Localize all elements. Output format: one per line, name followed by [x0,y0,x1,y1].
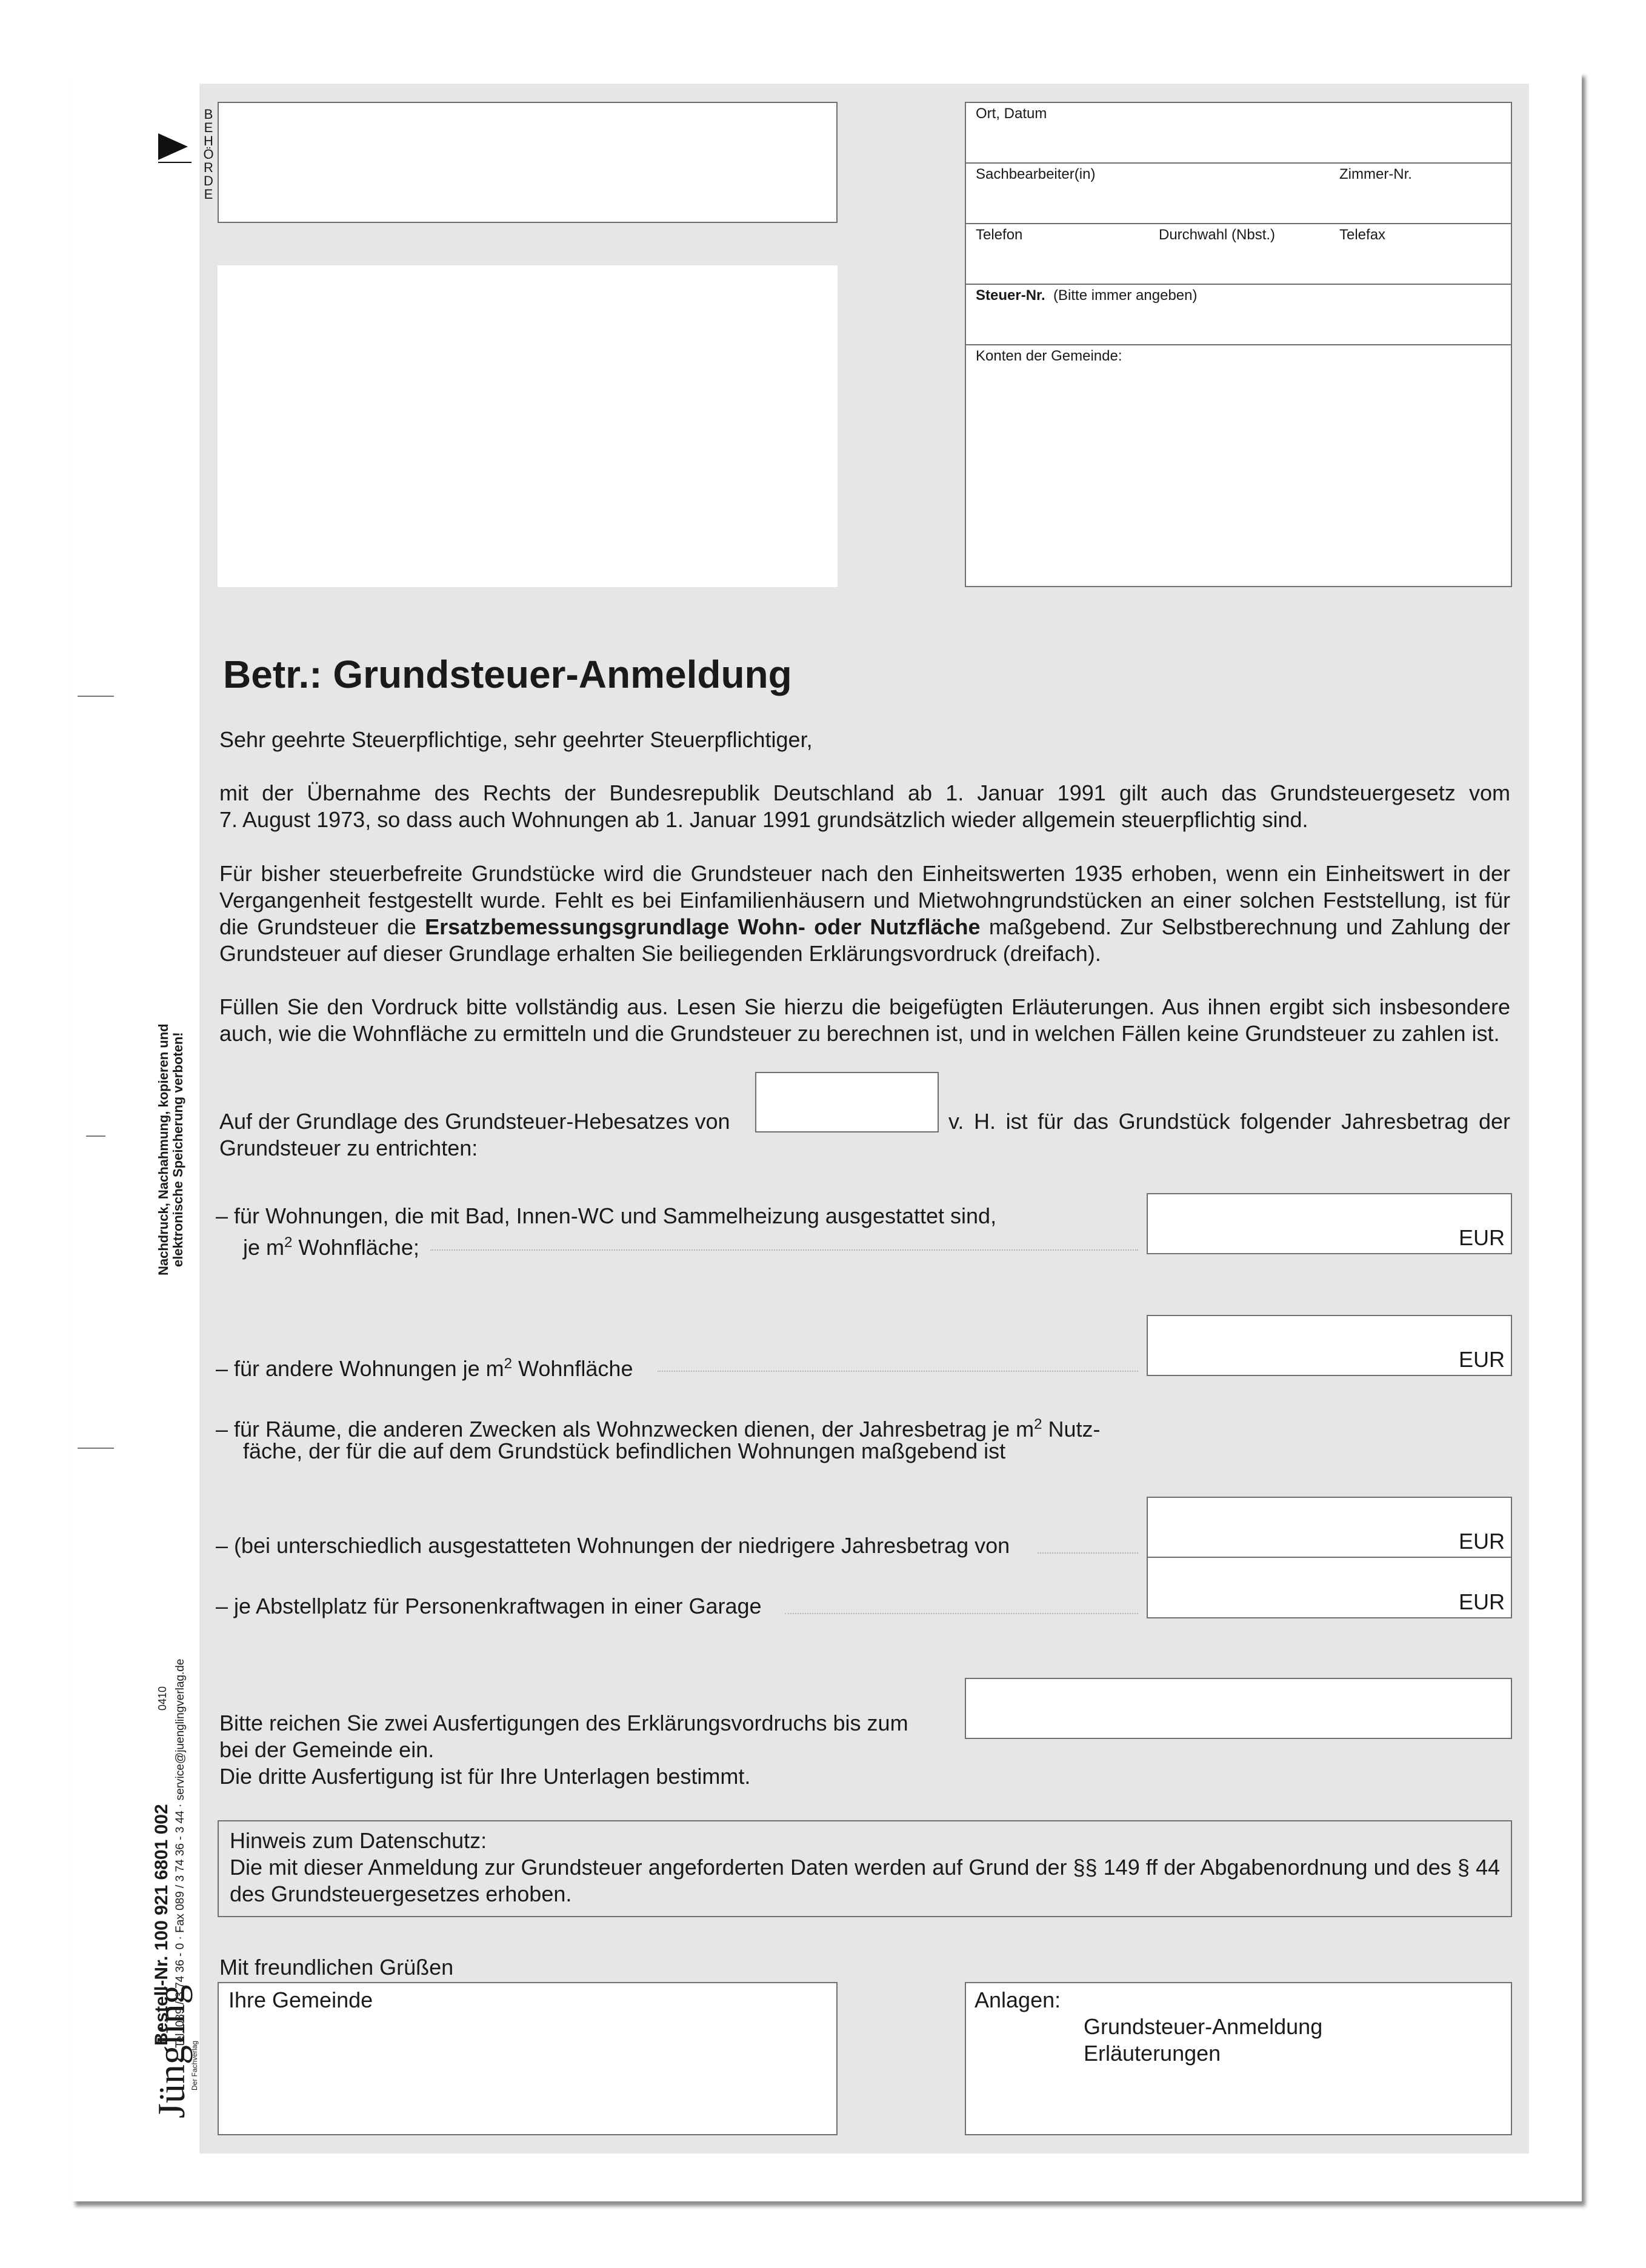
hebesatz-input[interactable] [755,1072,939,1132]
info-box [965,102,1512,587]
hebesatz-line2: Grundsteuer zu entrichten: [219,1136,478,1160]
window-pointer-icon [156,132,193,164]
fold-mark-top [78,696,114,697]
amount-field-andere[interactable] [1147,1315,1512,1376]
item-raeume-nutzflaeche: – für Räume, die anderen Zwecken als Wohnzwecken dienen, der Jahresbetrag je $m^2$ Nutz- [216,1416,1101,1442]
address-window[interactable] [218,265,838,587]
paragraph-1: mit der Übernahme des Rechts der Bundesrepublik Deutschland ab 1. Januar 1991 gilt auch das Grundsteuergesetz vom 7. August 1973, so dass auch Wohnungen ab 1. Januar 1991 grundsätzlich wieder allgemein steuerpflichtig sind. [219,780,1510,832]
currency-label: EUR [1458,1529,1505,1554]
sender-box[interactable] [218,1982,838,2135]
currency-label: EUR [1458,1225,1505,1250]
leader-dots-4 [1038,1552,1138,1554]
privacy-notice [218,1820,1512,1917]
item-wohnungen-ausgestattet-line2: je $m^2$ Wohnfläche; [243,1234,419,1260]
currency-label: EUR [1458,1347,1505,1372]
durchwahl-label: Durchwahl (Nbst.) [1159,227,1276,243]
privacy-heading: Hinweis zum Datenschutz: [230,1828,487,1853]
konten-label: Konten der Gemeinde: [976,348,1122,364]
hebesatz-after: v. H. ist für das Grundstück folgender Jahresbetrag der [948,1109,1510,1134]
telefax-label: Telefax [1339,227,1386,243]
item-abstellplatz: – je Abstellplatz für Personenkraftwagen in einer Garage [216,1594,762,1618]
privacy-text: Die mit dieser Anmeldung zur Grundsteuer angeforderten Daten werden auf Grund der §§ 149 ff der Abgabenordnung und des § 44 des Grundsteuergesetzes erhoben. [230,1855,1500,1906]
steuer-nr-label: Steuer-Nr. (Bitte immer angeben) [976,287,1198,304]
attachments-label: Anlagen: [975,1987,1061,2012]
item-unterschiedlich: – (bei unterschiedlich ausgestatteten Wohnungen der niedrigere Jahresbetrag von [216,1533,1010,1558]
publisher-contact: Tel. 089 / 3 74 36 - 0 · Fax 089 / 3 74 36 - 3 44 · service@juenglingverlag.de [174,1658,187,2048]
item-wohnungen-ausgestattet: – für Wohnungen, die mit Bad, Innen-WC und Sammelheizung ausgestattet sind, [216,1203,997,1228]
deadline-text: Bitte reichen Sie zwei Ausfertigungen des Erklärungsvordruchs bis zum bei der Gemeinde ein. Die dritte Ausfertigung ist für Ihre Unterlagen bestimmt. [219,1711,908,1789]
authority-vertical-label: B E H Ö R D E [203,107,214,202]
attachment-item: Grundsteuer-Anmeldung [1084,2014,1323,2039]
sachbearbeiter-label: Sachbearbeiter(in) [976,166,1096,182]
telefon-label: Telefon [976,227,1023,243]
form-code: 0410 [156,1686,168,1711]
leader-dots-5 [785,1613,1138,1614]
salutation: Sehr geehrte Steuerpflichtige, sehr geehrter Steuerpflichtiger, [219,727,813,752]
item-andere-wohnungen: – für andere Wohnungen je $m^2$ Wohnfläche [216,1355,633,1381]
amount-field-ausgestattet[interactable] [1147,1193,1512,1254]
fold-mark-middle [86,1136,105,1137]
ort-datum-label: Ort, Datum [976,105,1047,122]
fold-mark-bottom [78,1448,114,1449]
paragraph-3: Füllen Sie den Vordruck bitte vollständig aus. Lesen Sie hierzu die beigefügten Erläuterungen. Aus ihnen ergibt sich insbesondere auch, wie die Wohnfläche zu ermitteln und die Grundsteuer zu berechnen ist, und in welchen Fällen keine Grundsteuer zu zahlen ist. [219,994,1510,1046]
page-title: Betr.: Grundsteuer-Anmeldung [223,653,792,696]
order-number: Bestell-Nr. 100 921 6801 002 [152,1804,172,2046]
amount-field-unterschiedlich[interactable] [1147,1497,1512,1558]
sender-label: Ihre Gemeinde [228,1987,373,2012]
publisher-brand-logo: Jüngling [150,1984,193,2118]
leader-dots-1 [430,1249,1138,1251]
closing-greeting: Mit freundlichen Grüßen [219,1955,454,1980]
publisher-brand-subtitle: Der Fachverlag [190,2040,199,2090]
item-raeume-nutzflaeche-line2: fäche, der für die auf dem Grundstück befindlichen Wohnungen maßgebend ist [243,1438,1006,1463]
copyright-notice: Nachdruck, Nachahmung, kopieren und elektronische Speicherung verboten! [156,1023,185,1275]
deadline-date-field[interactable] [965,1678,1512,1739]
paragraph-2: Für bisher steuerbefreite Grundstücke wird die Grundsteuer nach den Einheitswerten 1935 erhoben, wenn ein Einheitswert in der Vergangenheit festgestellt wurde. Fehlt es bei Einfamilienhäusern und Mietwohngrundstücken an einer solchen Feststellung, ist für die Grundsteuer die Ersatzbemessungsgrundlage Wohn- oder Nutzfläche maßgebend. Zur Selbstberechnung und Zahlung der Grundsteuer auf dieser Grundlage erhalten Sie beiliegenden Erklärungsvordruck (dreifach). [219,861,1510,966]
authority-field[interactable] [218,102,838,223]
currency-label: EUR [1458,1589,1505,1614]
hebesatz-before: Auf der Grundlage des Grundsteuer-Hebesatzes von [219,1109,730,1134]
leader-dots-2 [658,1371,1138,1372]
zimmer-label: Zimmer-Nr. [1339,166,1412,182]
attachments-box [965,1982,1512,2135]
attachment-item: Erläuterungen [1084,2041,1221,2066]
amount-field-abstellplatz[interactable] [1147,1557,1512,1618]
